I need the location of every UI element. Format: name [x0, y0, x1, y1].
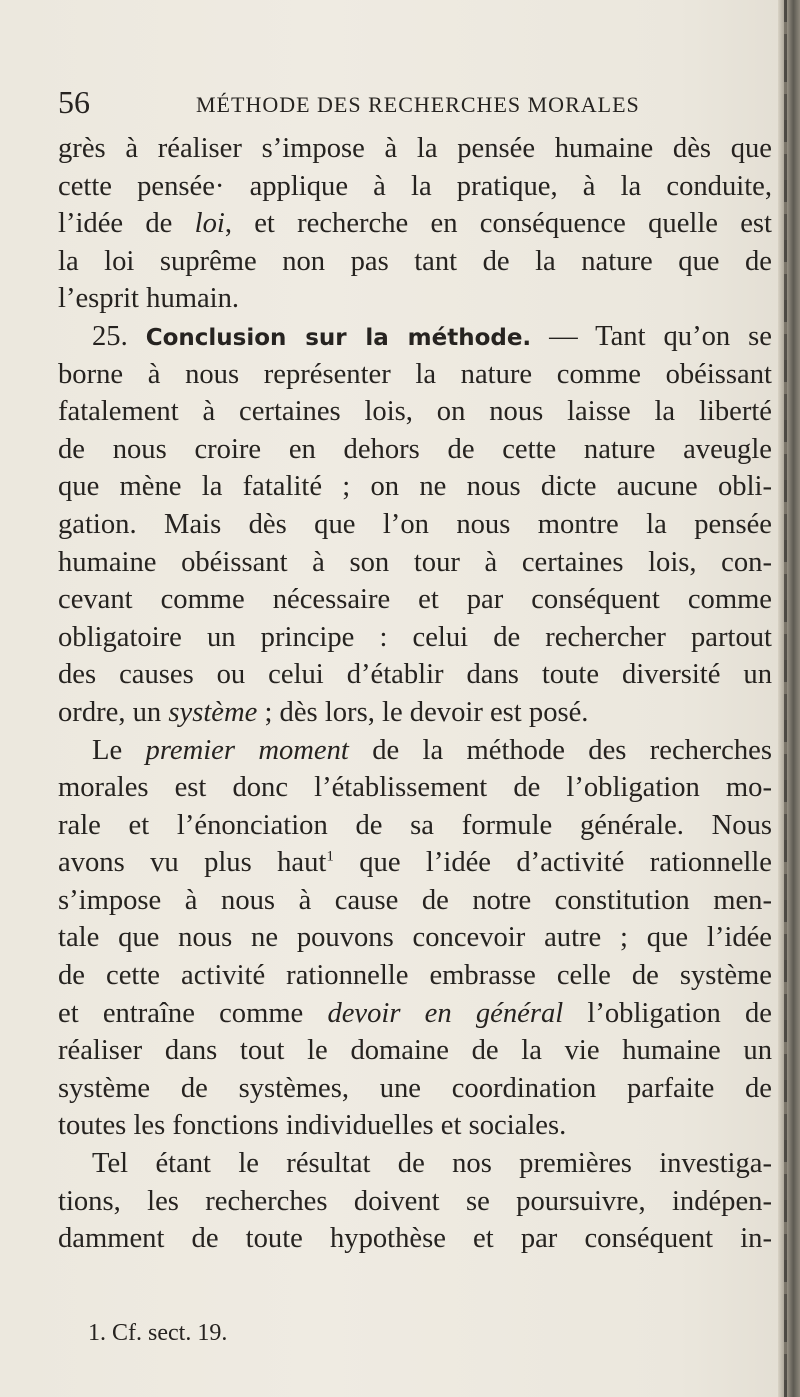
- italic-term: système: [168, 696, 258, 728]
- text-line: tale que nous ne pouvons concevoir autre ; que l’idée: [58, 922, 772, 954]
- text-line: [58, 844, 772, 882]
- text-line: système de systèmes, une coordination parfaite de: [58, 1072, 772, 1104]
- section-number: 25.: [92, 320, 128, 352]
- italic-term: premier moment: [145, 734, 349, 766]
- page-header: [58, 84, 718, 124]
- text-line: que mène la fatalité ; on ne nous dicte aucune obli-: [58, 471, 772, 503]
- text-line: gation. Mais dès que l’on nous montre la pensée: [58, 508, 772, 540]
- text-line: des causes ou celui d’établir dans toute diversité un: [58, 659, 772, 691]
- text-segment: Le: [92, 734, 146, 766]
- text-segment: avons vu plus haut: [58, 847, 327, 879]
- footnote-marker: 1: [326, 848, 334, 865]
- text-line: fatalement à certaines lois, on nous laisse la liberté: [58, 396, 772, 428]
- text-line: réaliser dans tout le domaine de la vie humaine un: [58, 1035, 772, 1067]
- text-line: humaine obéissant à son tour à certaines lois, con-: [58, 546, 772, 578]
- italic-term: loi: [194, 208, 225, 240]
- text-line: toutes les fonctions individuelles et sociales.: [58, 1110, 567, 1142]
- text-line: obligatoire un principe : celui de rechercher partout: [58, 621, 772, 653]
- text-line: la loi suprême non pas tant de la nature que de: [58, 245, 772, 277]
- text-line: Tel étant le résultat de nos premières investiga-: [92, 1148, 772, 1180]
- text-line: morales est donc l’établissement de l’obligation mo-: [58, 772, 772, 804]
- text-line: rale et l’énonciation de sa formule générale. Nous: [58, 809, 772, 841]
- text-line: de nous croire en dehors de cette nature aveugle: [58, 433, 772, 465]
- text-line: de cette activité rationnelle embrasse celle de système: [58, 960, 772, 992]
- text-line: [58, 694, 772, 732]
- text-segment: ; dès lors, le devoir est posé.: [257, 696, 589, 728]
- text-segment: l’idée de: [58, 208, 195, 240]
- text-line: s’impose à nous à cause de notre constitution men-: [58, 884, 772, 916]
- text-segment: l’obligation de: [563, 997, 772, 1029]
- text-segment: , et recherche en conséquence quelle est: [224, 208, 773, 240]
- text-segment: et entraîne comme: [58, 997, 328, 1029]
- italic-term: devoir en général: [327, 997, 564, 1029]
- text-line: tions, les recherches doivent se poursuivre, indépen-: [58, 1185, 772, 1217]
- text-line: cevant comme nécessaire et par conséquent comme: [58, 584, 772, 616]
- text-segment: ordre, un: [58, 696, 169, 728]
- text-line: borne à nous représenter la nature comme obéissant: [58, 358, 772, 390]
- page-number: 56: [58, 84, 90, 120]
- footnote: 1. Cf. sect. 19.: [88, 1320, 228, 1346]
- text-line: [58, 995, 772, 1033]
- text-segment: de la méthode des recherches: [348, 734, 772, 766]
- text-line: [58, 732, 772, 770]
- page-edge-shadow: [778, 0, 800, 1397]
- running-head: MÉTHODE DES RECHERCHES MORALES: [196, 92, 640, 117]
- text-line: l’esprit humain.: [58, 283, 240, 315]
- text-line: damment de toute hypothèse et par conséquent in-: [58, 1223, 772, 1255]
- text-segment: que l’idée d’activité rationnelle: [333, 847, 772, 879]
- body-text: [58, 130, 772, 1258]
- text-line: grès à réaliser s’impose à la pensée humaine dès que: [58, 133, 772, 164]
- section-heading-line: [58, 318, 772, 356]
- text-segment: — Tant qu’on se: [531, 320, 772, 352]
- text-line: cette pensée· applique à la pratique, à la conduite,: [58, 170, 772, 202]
- section-title: Conclusion sur la méthode.: [145, 324, 532, 351]
- text-line: [58, 205, 772, 243]
